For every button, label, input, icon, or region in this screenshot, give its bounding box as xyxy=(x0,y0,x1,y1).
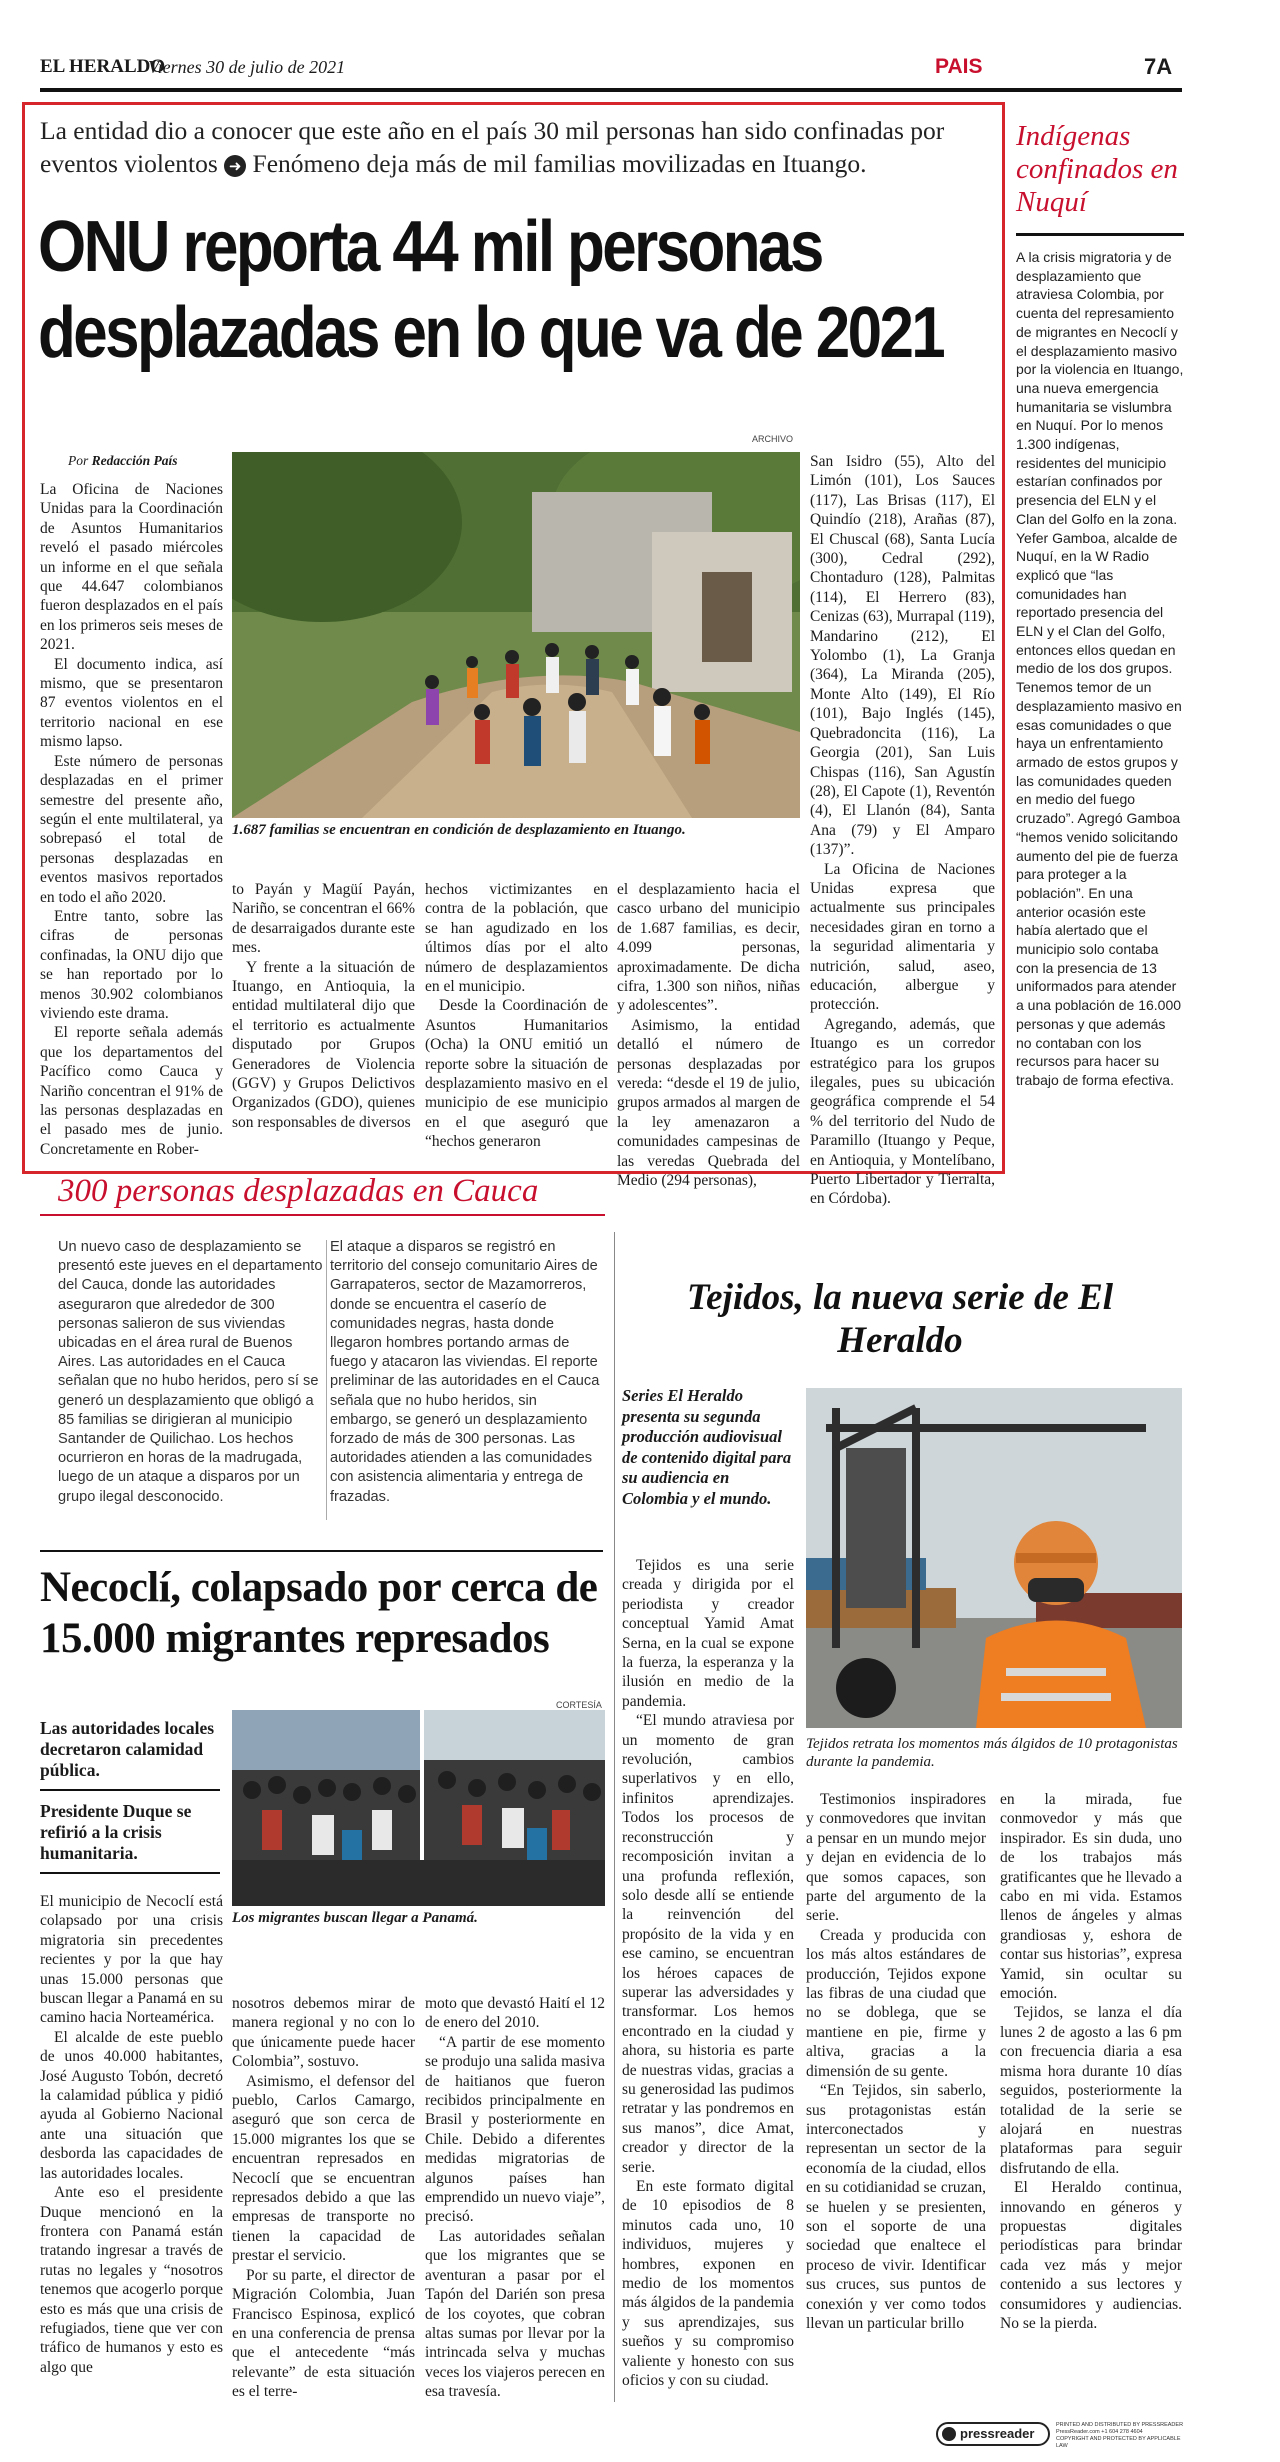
lead-photo-caption: 1.687 familias se encuentran en condición de desplazamiento en Ituango. xyxy=(232,822,686,838)
fineprint-line: COPYRIGHT AND PROTECTED BY APPLICABLE LAW xyxy=(1056,2436,1181,2449)
tejidos-paragraph: Tejidos es una serie creada y dirigida por el periodista y creador conceptual Yamid Amat Serna, en la cual se expone la fuerza, la esperanza y la ilusión en medio de la pandemia. xyxy=(622,1557,794,1710)
lead-deck-text-2: Fenómeno deja más de mil familias movilizadas en Ituango. xyxy=(252,149,867,178)
tejidos-headline: Tejidos, la nueva serie de El Heraldo xyxy=(686,1277,1114,1361)
lead-paragraph: Desde la Coordinación de Asuntos Humanitarios (Ocha) la ONU emitió un reporte sobre la situación de desplazamiento masivo en el municipio de ese municipio en el que aseguró que “hechos generaron xyxy=(425,997,608,1151)
lead-column-2 xyxy=(232,880,415,1132)
tejidos-paragraph: Creada y producida con los más altos estándares de producción, Tejidos expone las fibras de una ciudad que no se doblega, que se mantiene en pie, firme y altiva, gracias a la dimensión de su gente. xyxy=(806,1926,986,2080)
masthead-rule xyxy=(40,88,1182,92)
lead-paragraph: hechos victimizantes en contra de la población, que se han agudizado en los últimos días por el alto número de desplazamientos en el municipio. xyxy=(425,881,608,996)
lead-paragraph: to Payán y Magüí Payán, Nariño, se concentran el 66% de desarraigados durante este mes. xyxy=(232,881,415,957)
highlight-rule xyxy=(40,1872,220,1874)
lead-paragraph: Y frente a la situación de Ituango, en Antioquia, la entidad multilateral dijo que el territorio es actualmente disputado por Grupos Generadores de Violencia (GGV) y Grupos Delictivos Organizados (GDO), quienes son responsables de diversos xyxy=(232,958,415,1131)
ituango-displaced-families-photo xyxy=(232,452,800,818)
necocli-paragraph: El municipio de Necoclí está colapsado por una crisis migratoria sin precedentes recientes y por la que hay unas 15.000 personas que buscan llegar a Panamá en su camino hacia Norteamérica. xyxy=(40,1893,223,2027)
pressreader-brand: pressreader xyxy=(960,2426,1035,2441)
necocli-top-rule xyxy=(40,1550,603,1552)
tejidos-photo-caption: Tejidos retrata los momentos más álgidos de 10 protagonistas durante la pandemia. xyxy=(806,1736,1178,1770)
necocli-paragraph: Por su parte, el director de Migración Colombia, Juan Francisco Espinosa, explicó en una conferencia de prensa que el antecedente “más relevante” de esta situación es el terre- xyxy=(232,2266,415,2401)
necocli-photo xyxy=(232,1710,605,1906)
sidebar-rule xyxy=(1016,233,1184,236)
necocli-photo-caption: Los migrantes buscan llegar a Panamá. xyxy=(232,1910,478,1926)
necocli-column-2 xyxy=(232,1994,415,2402)
lead-headline: ONU reporta 44 mil personas desplazadas en lo que va de 2021 xyxy=(38,207,944,373)
tejidos-paragraph: El Heraldo continua, innovando en géneros y propuestas digitales periodísticas para brindar cada vez más y mejor contenido a sus lectores y consumidores y audiencias. No se la pierda. xyxy=(1000,2179,1182,2332)
lead-column-5 xyxy=(810,452,995,1209)
tejidos-paragraph: “En Tejidos, sin saberlo, sus protagonistas están interconectados y representan un sector de la economía de la ciudad, ellos en su cotidianidad se cruzan, se huelen y se presienten, son el soporte de una sociedad que enaltece el proceso de vivir. Identificar sus cruces, sus puntos de conexión y ver como todos llevan un particular brillo xyxy=(806,2082,986,2332)
fineprint-line: PressReader.com +1 604 278 4604 xyxy=(1056,2429,1143,2435)
byline-author: Redacción País xyxy=(91,453,178,468)
cauca-title: 300 personas desplazadas en Cauca xyxy=(58,1173,539,1209)
lead-paragraph: San Isidro (55), Alto del Limón (101), Los Sauces (117), Las Brisas (117), El Quindío (218), Arañas (87), El Chuscal (68), Santa Lucía (300), Cedral (292), Chontaduro (128), Palmitas (114), El Herrero (83), Cenizas (63), Murrapal (119), Mandarino (212), El Yolombo (1), La Granja (364), La Miranda (205), Monte Alto (149), El Río (101), Bajo Inglés (145), Quebradoncita (116), La Georgia (201), San Luis Chispas (116), San Agustín (28), El Capote (1), Reventón (4), El Llanón (84), Santa Ana (79) y El Amparo (137)”. xyxy=(810,453,995,859)
lead-paragraph: Asimismo, la entidad detalló el número de personas desplazadas por vereda: “desde el 19 de julio, grupos armados al margen de la ley amenazaron a comunidades campesinas de las veredas Quebrada del Medio (294 personas), xyxy=(617,1016,800,1190)
paper-name: EL HERALDO xyxy=(40,56,166,77)
lead-column-3 xyxy=(425,880,608,1152)
lead-deck-text: La entidad dio a conocer que este año en el país 30 mil personas han sido confinadas por eventos violentos xyxy=(40,116,945,178)
lead-byline xyxy=(68,453,178,469)
lead-photo-credit: ARCHIVO xyxy=(752,434,794,444)
migrants-crowd-photo xyxy=(232,1710,605,1906)
necocli-highlights xyxy=(40,1718,220,1874)
cauca-column-2: El ataque a disparos se registró en territorio del consejo comunitario Aires de Garrapateros, sector de Mazamorreros, donde se encuentra el caserío de comunidades negras, hasta donde llegaron hombres portando armas de fuego y atacaron las viviendas. El reporte preliminar de las autoridades en el Cauca señala que no hubo heridos, sin embargo, se generó un desplazamiento forzado de más de 300 personas. Las autoridades atienden a las comunidades con asistencia alimentaria y entrega de frazadas. xyxy=(330,1239,600,1505)
necocli-highlight-1: Las autoridades locales decretaron calamidad pública. xyxy=(40,1718,215,1780)
lead-paragraph: el desplazamiento hacia el casco urbano del municipio de 1.687 familias, es decir, 4.099 personas, aproximadamente. De dicha cifra, 1.300 son niños, niñas y adolescentes”. xyxy=(617,881,800,1015)
necocli-column-3 xyxy=(425,1994,605,2402)
lead-paragraph: Agregando, además, que Ituango es un corredor estratégico para los grupos ilegales, pues su ubicación geográfica comprende el 54 % del territorio del Nudo de Paramillo (Ituango y Peque, en Antioquia, y Montelíbano, Puerto Libertador y Tierralta, en Córdoba). xyxy=(810,1015,995,1208)
tejidos-paragraph: “El mundo atraviesa por un momento de gran revolución, cambios superlativos y en ello, infinitos aprendizajes. Todos los procesos de reconstrucción y recomposición invitan a una profunda reflexión, solo desde allí se entiende la reinvención del propósito de la vida y en ese camino, se encuentran los héroes capaces de superar las adversidades y transformar. Los hemos encontrado en la ciudad y ahora, su historia es parte de nuestras vidas, gracias a su generosidad las pudimos retratar y las pondremos en sus manos”, dice Amat, creador y director de la serie. xyxy=(622,1712,794,2176)
lead-deck xyxy=(40,114,1000,180)
arrow-right-icon: ➜ xyxy=(224,155,246,177)
cauca-divider xyxy=(326,1240,327,1520)
highlight-rule xyxy=(40,1789,220,1791)
necocli-paragraph: Ante eso el presidente Duque mencionó en la frontera con Panamá están tratando ingresar a través de rutas no legales y “nosotros tenemos que acogerlo porque esto es más que una crisis de refugiados, tiene que ver con tráfico de humanos y esto es algo que xyxy=(40,2184,223,2376)
necocli-headline: Necoclí, colapsado por cerca de 15.000 migrantes represados xyxy=(40,1564,598,1662)
lead-column-1 xyxy=(40,480,223,1159)
cauca-underline xyxy=(40,1214,605,1216)
necocli-photo-credit: CORTESÍA xyxy=(556,1700,602,1710)
lead-paragraph: El documento indica, así mismo, que se presentaron 87 eventos violentos en el territorio nacional en ese mismo lapso. xyxy=(40,655,223,751)
section-divider xyxy=(614,1232,615,2402)
tejidos-column-2 xyxy=(806,1790,986,2333)
necocli-paragraph: Las autoridades señalan que los migrantes que se aventuran a pasar por el Tapón del Darién son presa de los coyotes, que cobran altas sumas por llevar por la intrincada selva y muchas veces los viajeros perecen en esa travesía. xyxy=(425,2227,605,2401)
necocli-highlight-2: Presidente Duque se refirió a la crisis humanitaria. xyxy=(40,1801,192,1863)
byline-prefix: Por xyxy=(68,453,89,468)
tejidos-paragraph: en la mirada, fue conmovedor y más que inspirador. Es sin duda, uno de los trabajos más gratificantes que he llevado a cabo en mi vida. Estamos llenos de ángeles y almas grandiosas y, eshora de contar sus historias”, expresa Yamid, sin ocultar su emoción. xyxy=(1000,1791,1182,2003)
page-number: 7A xyxy=(1144,54,1173,79)
cauca-column-1: Un nuevo caso de desplazamiento se presentó este jueves en el departamento del Cauca, donde las autoridades aseguraron que alrededor de 300 personas salieron de sus viviendas ubicadas en el área rural de Buenos Aires. Las autoridades en el Cauca señalan que no hubo heridos, pero sí se generó un desplazamiento que obligó a 85 familias se dirigieran al municipio Santander de Quilichao. Los hechos ocurrieron en horas de la madrugada, luego de un ataque a disparos por un grupo ilegal desconocido. xyxy=(58,1239,323,1505)
pressreader-fineprint xyxy=(1056,2422,1184,2450)
necocli-paragraph: Asimismo, el defensor del pueblo, Carlos Camargo, aseguró que son cerca de 15.000 migrantes los que se encuentran represados en Necoclí que se encuentran represados debido a que las empresas de transporte no tienen la capacidad de prestar el servicio. xyxy=(232,2072,415,2265)
lead-paragraph: La Oficina de Naciones Unidas expresa que actualmente sus principales necesidades giran en torno a la seguridad alimentaria y nutrición, salud, aseo, educación, albergue y protección. xyxy=(810,860,995,1014)
port-worker-photo xyxy=(806,1388,1182,1728)
tejidos-paragraph: En este formato digital de 10 episodios de 8 minutos cada uno, 10 individuos, mujeres y hombres, exponen en medio de los momentos más álgidos de la pandemia y sus aprendizajes, sus sueños y su compromiso valiente y honesto con sus oficios y con su ciudad. xyxy=(622,2178,794,2390)
necocli-column-1 xyxy=(40,1892,223,2377)
pressreader-icon xyxy=(942,2427,956,2441)
lead-paragraph: El reporte señala además que los departamentos del Pacífico como Cauca y Nariño concentran el 91% de las personas desplazadas en el pasado mes de junio. Concretamente en Rober- xyxy=(40,1024,223,1158)
masthead xyxy=(40,56,1180,86)
sidebar-title: Indígenas confinados en Nuquí xyxy=(1016,120,1178,218)
tejidos-photo xyxy=(806,1388,1182,1728)
pressreader-footer xyxy=(936,2420,1184,2450)
tejidos-paragraph: Testimonios inspiradores y conmovedores que invitan a pensar en un mundo mejor y dejan en evidencia de lo que somos capaces, son parte del argumento de la serie. xyxy=(806,1791,986,1925)
tejidos-deck: Series El Heraldo presenta su segunda producción audiovisual de contenido digital para su audiencia en Colombia y el mundo. xyxy=(622,1386,792,1508)
fineprint-line: PRINTED AND DISTRIBUTED BY PRESSREADER xyxy=(1056,2422,1184,2428)
lead-paragraph: La Oficina de Naciones Unidas para la Coordinación de Asuntos Humanitarios reveló el pasado miércoles un informe en el que señala que 44.647 colombianos fueron desplazados en el país en los primeros seis meses de 2021. xyxy=(40,481,223,654)
lead-paragraph: Entre tanto, sobre las cifras de personas confinadas, la ONU dijo que se han reportado por lo menos 30.902 colombianos viviendo este drama. xyxy=(40,907,223,1022)
tejidos-column-3 xyxy=(1000,1790,1182,2333)
lead-paragraph: Este número de personas desplazadas en el primer semestre del presente año, según el ente multilateral, ya sobrepasó el total de personas desplazadas en eventos masivos reportados en todo el año 2020. xyxy=(40,752,223,906)
section-label: PAIS xyxy=(935,55,983,78)
necocli-paragraph: moto que devastó Haití el 12 de enero del 2010. xyxy=(425,1995,605,2032)
necocli-paragraph: “A partir de ese momento se produjo una salida masiva de haitianos que fueron recibidos principalmente en Brasil y posteriormente en Chile. Debido a diferentes medidas migratorias de algunos países han emprendido un nuevo viaje”, precisó. xyxy=(425,2033,605,2226)
lead-photo xyxy=(232,452,800,818)
sidebar-nuqui xyxy=(1016,120,1184,1090)
tejidos-paragraph: Tejidos, se lanza el día lunes 2 de agosto a las 6 pm con frecuencia diaria a esa misma hora durante 10 días seguidos, posteriormente la totalidad de la serie se alojará en nuestras plataformas para seguir disfrutando de ella. xyxy=(1000,2004,1182,2177)
necocli-paragraph: El alcalde de este pueblo de unos 40.000 habitantes, José Augusto Tobón, decretó la calamidad pública y pidió ayuda al Gobierno Nacional ante una situación que desborda las capacidades de las autoridades locales. xyxy=(40,2028,223,2182)
necocli-paragraph: nosotros debemos mirar de manera regional y no con lo que únicamente puede hacer Colombia”, sostuvo. xyxy=(232,1995,415,2071)
sidebar-body: A la crisis migratoria y de desplazamiento que atraviesa Colombia, por cuenta del represamiento de migrantes en Necoclí y el desplazamiento masivo por la violencia en Ituango, una nueva emergencia humanitaria se vislumbra en Nuquí. Por lo menos 1.300 indígenas, residentes del municipio estarían confinados por presencia del ELN y el Clan del Golfo en la zona. Yefer Gamboa, alcalde de Nuquí, en la W Radio explicó que “las comunidades han reportado presencia del ELN y el Clan del Golfo, entonces ellos quedan en medio de los dos grupos. Tenemos temor de un desplazamiento masivo en esas comunidades o que haya un enfrentamiento armado de estos grupos y las comunidades queden en medio del fuego cruzado”. Agregó Gamboa “hemos venido solicitando aumento del pie de fuerza para proteger a la población”. En una anterior ocasión este había alertado que el municipio solo contaba con la presencia de 13 uniformados para atender a una población de 16.000 personas y que además no contaban con los recursos para hacer su trabajo de forma efectiva. xyxy=(1016,249,1184,1088)
pressreader-logo xyxy=(936,2422,1050,2446)
issue-date: Viernes 30 de julio de 2021 xyxy=(148,57,346,77)
lead-column-4 xyxy=(617,880,800,1191)
tejidos-column-1 xyxy=(622,1556,794,2390)
